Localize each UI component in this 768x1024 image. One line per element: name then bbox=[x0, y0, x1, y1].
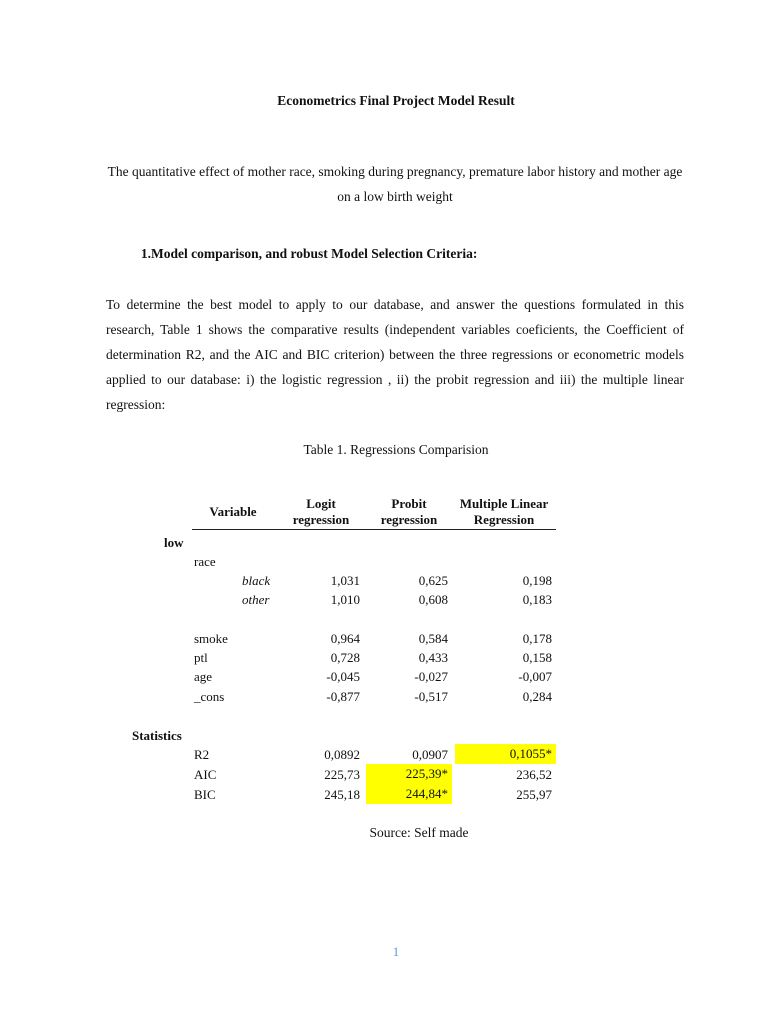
cell-age-probit: -0,027 bbox=[414, 669, 448, 684]
header-mlr-line2: Regression bbox=[473, 512, 535, 527]
cell-black-mlr: 0,198 bbox=[522, 573, 552, 588]
cell-ptl-probit: 0,433 bbox=[418, 650, 448, 665]
cell-aic-probit-highlighted: 225,39* bbox=[366, 764, 452, 784]
row-label-aic: AIC bbox=[194, 767, 217, 782]
cell-r2-mlr-highlighted: 0,1055* bbox=[455, 744, 556, 764]
row-label-ptl: ptl bbox=[194, 650, 208, 665]
cell-age-logit: -0,045 bbox=[326, 669, 360, 684]
row-label-r2: R2 bbox=[194, 747, 210, 762]
cell-black-logit: 1,031 bbox=[330, 573, 360, 588]
cell-black-probit: 0,625 bbox=[418, 573, 448, 588]
cell-bic-logit: 245,18 bbox=[324, 787, 360, 802]
header-logit bbox=[282, 496, 360, 528]
cell-ptl-mlr: 0,158 bbox=[522, 650, 552, 665]
cell-bic-mlr: 255,97 bbox=[516, 787, 552, 802]
cell-smoke-logit: 0,964 bbox=[330, 631, 360, 646]
header-logit-line1: Logit bbox=[306, 496, 336, 511]
row-label-age: age bbox=[194, 669, 213, 684]
row-label-black: black bbox=[242, 573, 271, 588]
cell-ptl-logit: 0,728 bbox=[330, 650, 360, 665]
table-caption: Table 1. Regressions Comparision bbox=[303, 442, 489, 457]
row-label-bic: BIC bbox=[194, 787, 216, 802]
cell-aic-mlr: 236,52 bbox=[516, 767, 552, 782]
cell-cons-probit: -0,517 bbox=[414, 689, 448, 704]
group-label-statistics: Statistics bbox=[132, 728, 182, 743]
cell-other-logit: 1,010 bbox=[330, 592, 360, 607]
cell-bic-probit-highlighted: 244,84* bbox=[366, 784, 452, 804]
header-mlr-line1: Multiple Linear bbox=[459, 496, 549, 511]
table-source: Source: Self made bbox=[369, 825, 469, 840]
table-header-rule bbox=[192, 529, 556, 530]
section-number: 1. bbox=[140, 246, 151, 261]
cell-smoke-mlr: 0,178 bbox=[522, 631, 552, 646]
row-label-cons: _cons bbox=[194, 689, 225, 704]
document-title: Econometrics Final Project Model Result bbox=[277, 93, 515, 108]
row-label-smoke: smoke bbox=[194, 631, 228, 646]
cell-cons-logit: -0,877 bbox=[326, 689, 360, 704]
cell-r2-probit: 0,0907 bbox=[412, 747, 448, 762]
section-heading bbox=[129, 246, 477, 262]
header-variable: Variable bbox=[209, 504, 257, 519]
header-logit-line2: regression bbox=[292, 512, 350, 527]
cell-other-probit: 0,608 bbox=[418, 592, 448, 607]
cell-smoke-probit: 0,584 bbox=[418, 631, 448, 646]
header-mlr bbox=[452, 496, 556, 528]
cell-other-mlr: 0,183 bbox=[522, 592, 552, 607]
header-probit-line1: Probit bbox=[391, 496, 427, 511]
section-title: Model comparison, and robust Model Selection Criteria: bbox=[151, 246, 478, 261]
document-subtitle: The quantitative effect of mother race, smoking during pregnancy, premature labor history and mother age on a low birth weight bbox=[107, 164, 683, 204]
cell-aic-logit: 225,73 bbox=[324, 767, 360, 782]
body-paragraph: To determine the best model to apply to our database, and answer the questions formulated in this research, Table 1 shows the comparative results (independent variables coeficients, the Coefficient of determination R2, and the AIC and BIC criterion) between the three regressions or econometric models applied to our database: i) the logistic regression , ii) the probit regression and iii) the multiple linear regression: bbox=[106, 297, 684, 412]
race-label: race bbox=[194, 554, 216, 569]
header-probit-line2: regression bbox=[380, 512, 438, 527]
page-number: 1 bbox=[392, 944, 400, 959]
row-label-other: other bbox=[242, 592, 270, 607]
cell-r2-logit: 0,0892 bbox=[324, 747, 360, 762]
cell-cons-mlr: 0,284 bbox=[522, 689, 552, 704]
group-label-low: low bbox=[164, 535, 184, 550]
cell-age-mlr: -0,007 bbox=[518, 669, 552, 684]
header-probit bbox=[370, 496, 448, 528]
